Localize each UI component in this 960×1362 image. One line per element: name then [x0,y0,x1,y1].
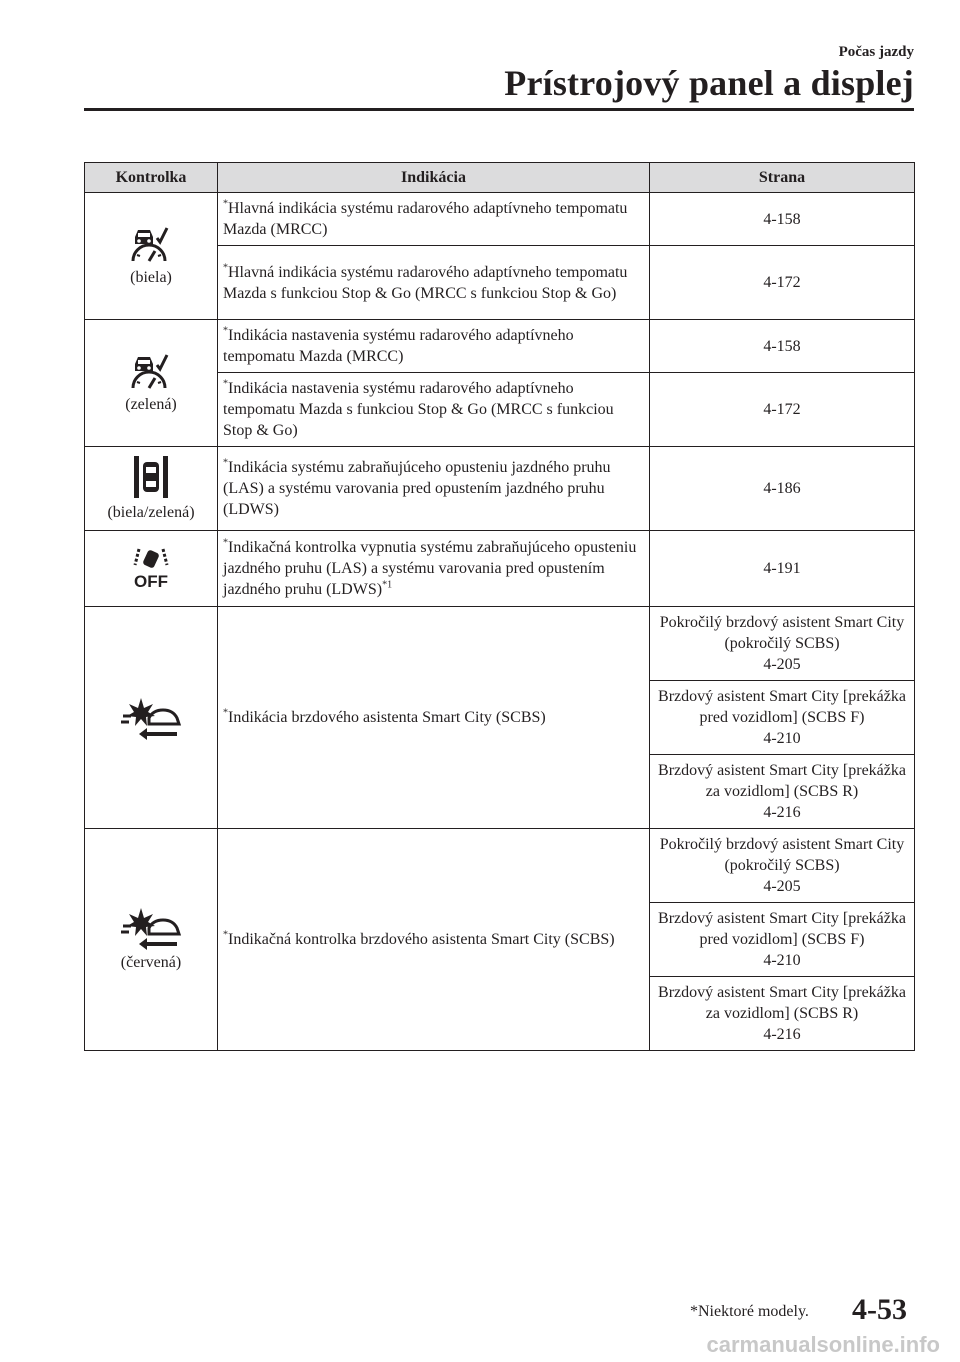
page-ref: 4-186 [650,447,915,531]
page-ref: 4-172 [650,373,915,447]
smart-city-brake-support-icon [119,696,183,740]
table-row [85,829,915,903]
table-row [85,607,915,681]
indication-text: *Indikácia nastavenia systému radarového adaptívneho tempomatu Mazda s funkciou Stop & Go (MRCC s funkciou Stop & Go) [218,373,650,447]
indicator-color-label: (červená) [120,954,182,971]
indicator-cell [85,447,218,531]
indication-text: *Hlavná indikácia systému radarového adaptívneho tempomatu Mazda (MRCC) [218,193,650,246]
watermark: carmanualsonline.info [706,1332,940,1357]
lane-assist-off-icon [129,547,173,591]
chapter-title: Prístrojový panel a displej [504,63,914,103]
page-ref: Pokročilý brzdový asistent Smart City (pokročilý SCBS) 4-205 [650,607,915,681]
indicator-cell [85,531,218,607]
header-rule [84,108,914,111]
page-ref: 4-158 [650,193,915,246]
indication-text: *Indikácia brzdového asistenta Smart City (SCBS) [218,607,650,829]
footnote-mark: *1 [382,579,393,591]
page-number: 4-53 [852,1293,907,1326]
indicator-table [84,162,915,1051]
page-ref: Brzdový asistent Smart City [prekážka pred vozidlom] (SCBS F) 4-210 [650,903,915,977]
indication-text: *Indikácia systému zabraňujúceho opusteniu jazdného pruhu (LAS) a systému varovania pred opustením jazdného pruhu (LDWS) [218,447,650,531]
indicator-cell [85,193,218,320]
page-ref: Brzdový asistent Smart City [prekážka za vozidlom] (SCBS R) 4-216 [650,755,915,829]
indicator-cell [85,829,218,1051]
section-label: Počas jazdy [838,44,914,60]
table-row [85,447,915,531]
page-ref: 4-172 [650,246,915,320]
table-row [85,320,915,373]
smart-city-brake-support-icon [119,906,183,950]
page-ref: 4-191 [650,531,915,607]
svg-text:OFF: OFF [134,571,168,591]
indication-text: *Hlavná indikácia systému radarového adaptívneho tempomatu Mazda s funkciou Stop & Go (MRCC s funkciou Stop & Go) [218,246,650,320]
radar-cruise-car-speedometer-icon [129,352,173,392]
column-header-indikacia: Indikácia [218,163,650,193]
column-header-strana: Strana [650,163,915,193]
indication-text: *Indikácia nastavenia systému radarového adaptívneho tempomatu Mazda (MRCC) [218,320,650,373]
page-ref: 4-158 [650,320,915,373]
footnote: *Niektoré modely. [690,1303,809,1320]
indicator-color-label: (zelená) [125,395,177,413]
table-row [85,193,915,246]
page-ref: Brzdový asistent Smart City [prekážka pred vozidlom] (SCBS F) 4-210 [650,681,915,755]
indicator-cell [85,320,218,447]
page-ref: Pokročilý brzdový asistent Smart City (pokročilý SCBS) 4-205 [650,829,915,903]
indicator-color-label: (biela) [130,268,172,286]
column-header-kontrolka: Kontrolka [85,163,218,193]
table-header-row [85,163,915,193]
table-row [85,531,915,607]
lane-keep-assist-icon [131,454,171,500]
radar-cruise-car-speedometer-icon [129,225,173,265]
indication-text: *Indikačná kontrolka brzdového asistenta Smart City (SCBS) [218,829,650,1051]
indication-text: *Indikačná kontrolka vypnutia systému zabraňujúceho opusteniu jazdného pruhu (LAS) a systému varovania pred opustením jazdného pruhu (LDWS)$^{*1}$ [218,531,650,607]
indicator-color-label: (biela/zelená) [107,504,195,521]
page-ref: Brzdový asistent Smart City [prekážka za vozidlom] (SCBS R) 4-216 [650,977,915,1051]
indicator-cell [85,607,218,829]
